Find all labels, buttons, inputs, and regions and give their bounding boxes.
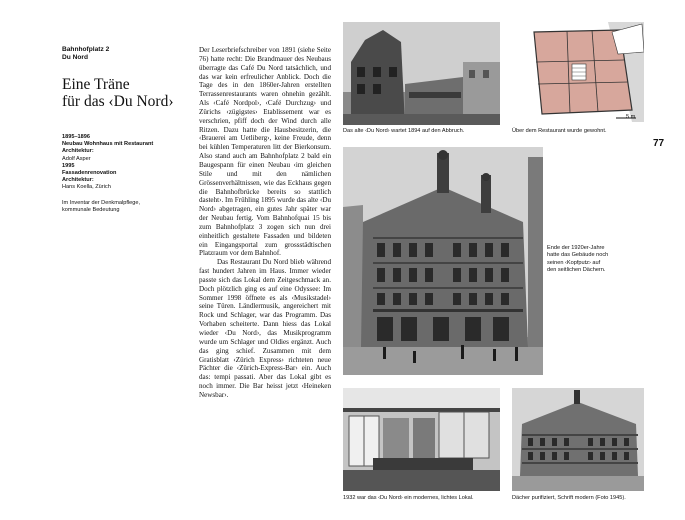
title-line-1: Eine Träne bbox=[62, 76, 130, 93]
address-line: Bahnhofplatz 2 bbox=[62, 46, 110, 53]
caption-main-line-2: hatte das Gebäude noch bbox=[547, 252, 609, 259]
fact-line: Hans Koella, Zürich bbox=[62, 184, 111, 191]
paragraph-2: Das Restaurant Du Nord blieb während fast hundert Jahren im Haus. Immer wieder passte sich das Lokal dem Zeitgeschmack an. Doch plötzlich ging es auf eine Odyssee: Im Sommer 1998 öffnete es als ‹Musikstadel› seine Türen. Ländlermusik, angereichert mit Rock und Schlager, war das Programm. Das Vorhaben scheiterte. Dann hiess das Lokal wieder ‹Du Nord›, das Musikprogramm wurde um Schlager und Oldies ergänzt. Auch das ging schief. Zusammen mit dem Gratisblatt ‹Zürich Express› richteten neue Pächter die ‹Zürich-Express-Bar› ein. Auch das: tempi passati. Aber das Lokal gibt es noch immer. Die Bar heisst jetzt ‹Heineken Newsbar›. bbox=[199, 258, 331, 399]
caption-interior: 1932 war das ‹Du Nord› ein modernes, lichtes Lokal. bbox=[343, 495, 474, 501]
caption-plan: Über dem Restaurant wurde gewohnt. bbox=[512, 128, 607, 134]
fact-line: Neubau Wohnhaus mit Restaurant bbox=[62, 141, 154, 148]
building-facts bbox=[62, 134, 182, 192]
building-name: Du Nord bbox=[62, 54, 89, 61]
caption-1945: Dächer purifiziert, Schrift modern (Foto 1945). bbox=[512, 495, 626, 501]
floor-plan bbox=[512, 22, 644, 122]
heritage-note-line-2: kommunale Bedeutung bbox=[62, 206, 120, 213]
title-line-2: für das ‹Du Nord› bbox=[62, 93, 174, 110]
photo-1945 bbox=[512, 388, 644, 491]
photo-old-du-nord bbox=[343, 22, 500, 125]
caption-main-line-3: seinen ‹Kopfputz› auf bbox=[547, 259, 601, 266]
paragraph-1: Der Leserbriefschreiber von 1891 (siehe Seite 76) hatte recht: Die Brandmauer des Neubaus überragte das Café Du Nord tatsächlich, und das war kein erfreulicher Anblick. Doch die Tage des in den 1860er-Jahren erstellten Terrassenrestaurants waren ohnehin gezählt. Als ‹Café Nordpol›, ‹Café Durchzug› und Zürichs ‹zügigstes› Etablissement war es verschrien, pfiff doch der Wind durch alle Ritzen. Dazu hatte die Hausbesitzerin, die ‹Brauerei am Uetliberg›, keine Freude, denn bei kühlen Temperaturen litt der Bierkonsum. Also stand auch am Bahnhofplatz 2 bald ein Baugespann für einen Neubau ‹im gleichen Stile und mit den nämlichen Grössenverhältnissen, wie das Eckhaus gegen die Bahnhofbrücke bereits so stattlich dasteht›. Im Frühling 1895 wurde das alte ‹Du Nord› abgetragen, ein gutes Jahr später war der Neubau fertig. Vom Bahnhofquai 15 bis zum Bahnhofplatz 3 zogen sich nun drei einheitlich gestaltete Fassaden und bildeten ein Eingangsportal zum grossstädtischen Platzraum vor dem Bahnhof. bbox=[199, 46, 331, 258]
plan-scale: 5 m bbox=[626, 114, 636, 120]
heritage-note-line-1: Im Inventar der Denkmalpflege, bbox=[62, 199, 141, 206]
fact-line: Architektur: bbox=[62, 148, 94, 155]
photo-interior bbox=[343, 388, 500, 491]
heritage-note bbox=[62, 200, 182, 214]
sidebar bbox=[62, 46, 182, 214]
article-title bbox=[62, 76, 182, 110]
fact-line: Adolf Asper bbox=[62, 155, 91, 162]
caption-main-line-4: den seitlichen Dächern. bbox=[547, 266, 606, 273]
photo-main-building bbox=[343, 147, 543, 375]
fact-line: Fassadenrenovation bbox=[62, 170, 117, 177]
fact-line: Architektur: bbox=[62, 177, 94, 184]
fact-line: 1995 bbox=[62, 162, 75, 169]
body-text bbox=[199, 46, 331, 400]
caption-old-du-nord: Das alte ‹Du Nord› wartet 1894 auf den Abbruch. bbox=[343, 128, 465, 134]
caption-main-line-1: Ende der 1920er-Jahre bbox=[547, 245, 605, 251]
fact-line: 1895–1896 bbox=[62, 134, 90, 140]
page-number: 77 bbox=[653, 138, 665, 149]
caption-main-building bbox=[547, 245, 657, 274]
